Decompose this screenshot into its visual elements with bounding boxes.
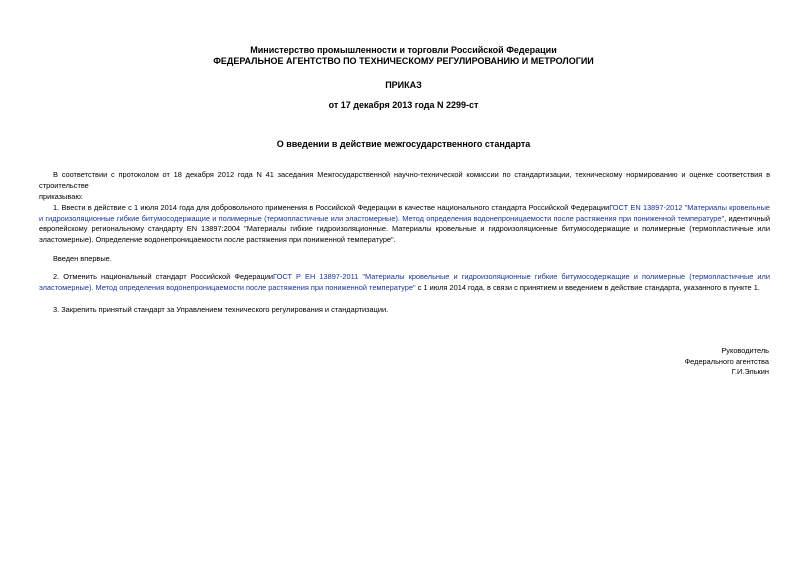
- first-time-note: Введен впервые.: [53, 254, 112, 263]
- order-subject: О введении в действие межгосударственного стандарта: [276, 139, 531, 149]
- item-2-text-after: с 1 июля 2014 года, в связи с принятием и введением в действие стандарта, указанного в пункте 1.: [415, 282, 760, 292]
- item-2-paragraph: [39, 272, 770, 293]
- intro-paragraph: В соответствии с протоколом от 18 декабря 2012 года N 41 заседания Межгосударственной научно-технической комиссии по стандартизации, техническому нормированию и оценке соответствия в строительстве: [39, 170, 770, 190]
- item-2-text-before: 2. Отменить национальный стандарт Российской Федерации: [53, 272, 274, 281]
- signatory-title-line-2: Федерального агентства: [684, 356, 769, 366]
- gost-en-13897-2012-link[interactable]: ГОСТ EN 13897-2012 "Материалы кровельные и гидроизоляционные гибкие битумосодержащие и полимерные (термопластичные или эластомерные). Метод определения водонепроницаемости после растяжения при пониженной температуре": [39, 203, 770, 223]
- item-1-paragraph: [39, 203, 770, 245]
- order-date-number: от 17 декабря 2013 года N 2299-ст: [328, 100, 479, 110]
- order-title: ПРИКАЗ: [385, 80, 422, 90]
- item-1-text-after: , идентичный европейскому региональному стандарту EN 13897:2004 "Материалы гибкие гидроизоляционные. Материалы кровельные и гидроизоляционные битумосодержащие и полимерные (термопластичные или эластомерные). Определение водонепроницаемости после растяжения при пониженной температуре".: [39, 213, 770, 244]
- signatory-title-line-1: Руководитель: [721, 346, 769, 355]
- gost-r-en-13897-2011-link[interactable]: ГОСТ Р ЕН 13897-2011 "Материалы кровельные и гидроизоляционные гибкие битумосодержащие и полимерные (термопластичные или эластомерные). Метод определения водонепроницаемости после растяжения при пониженной температуре": [39, 272, 770, 292]
- agency-name: ФЕДЕРАЛЬНОЕ АГЕНТСТВО ПО ТЕХНИЧЕСКОМУ РЕГУЛИРОВАНИЮ И МЕТРОЛОГИИ: [213, 56, 594, 66]
- document-header: [0, 45, 807, 67]
- item-3-paragraph: 3. Закрепить принятый стандарт за Управлением технического регулирования и стандартизации.: [53, 305, 389, 314]
- decree-paragraph: приказываю:: [39, 192, 83, 201]
- signatory-name: Г.И.Элькин: [731, 367, 769, 377]
- item-1-text-before: 1. Ввести в действие с 1 июля 2014 года для добровольного применения в Российской Федерации в качестве национального стандарта Российской Федерации: [53, 203, 610, 212]
- ministry-name: Министерство промышленности и торговли Российской Федерации: [250, 45, 557, 55]
- signature-block: [685, 346, 769, 378]
